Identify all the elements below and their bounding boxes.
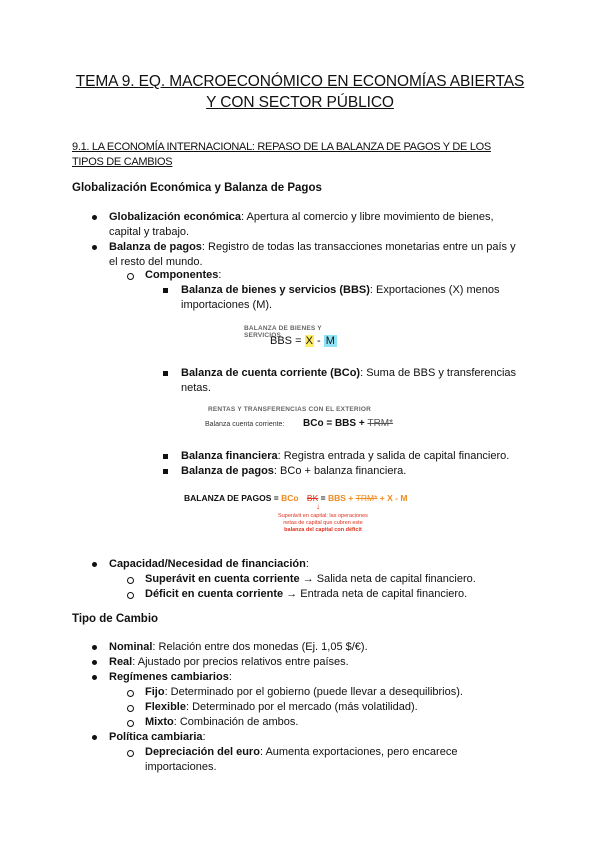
bullet-dot — [92, 660, 97, 665]
term: Fijo — [145, 686, 165, 698]
section-heading — [72, 140, 532, 170]
term: Balanza financiera — [181, 450, 278, 462]
text: : Ajustado por precios relativos entre países. — [132, 656, 349, 668]
section-line-1: 9.1. LA ECONOMÍA INTERNACIONAL: REPASO DE LA BALANZA DE PAGOS Y DE LOS — [72, 141, 491, 153]
text: : Apertura al comercio y libre movimiento de bienes, — [241, 211, 494, 223]
list-item-politica — [109, 730, 206, 745]
list-item-depreciacion — [145, 745, 505, 775]
list-item-superavit — [145, 572, 476, 587]
text: → Salida neta de capital financiero. — [299, 573, 476, 585]
list-item-mixto — [145, 715, 298, 730]
text: netas. — [181, 382, 211, 394]
formula-minus: - — [316, 335, 321, 347]
text: : Determinado por el gobierno (puede llevar a desequilibrios). — [164, 686, 463, 698]
text: el resto del mundo. — [109, 256, 203, 268]
tipo-cambio-heading: Tipo de Cambio — [72, 613, 159, 625]
formula-lhs: BALANZA DE PAGOS = — [184, 493, 279, 503]
term: Superávit en cuenta corriente — [145, 573, 300, 585]
formula-bbs: BBS — [327, 493, 346, 503]
document-title — [0, 71, 600, 113]
bullet-circle — [127, 720, 134, 727]
bp-formula — [184, 493, 407, 503]
formula-bco: BCo — [281, 493, 299, 503]
term: Balanza de bienes y servicios (BBS) — [181, 284, 370, 296]
figure-bbs-formula — [238, 322, 360, 354]
term: Flexible — [145, 701, 186, 713]
term: Capacidad/Necesidad de financiación — [109, 558, 306, 570]
arrow-down-icon: ↓ — [316, 502, 320, 511]
formula-text: BCo = BBS + — [303, 418, 365, 429]
title-line-1: TEMA 9. EQ. MACROECONÓMICO EN ECONOMÍAS ABIERTAS — [75, 73, 525, 90]
text: capital y trabajo. — [109, 226, 190, 238]
term: Balanza de pagos — [181, 465, 274, 477]
note-line: Superávit en capital: las operaciones — [278, 513, 368, 519]
bullet-circle — [127, 690, 134, 697]
term: Componentes — [145, 269, 219, 281]
list-item-balanza-pagos-def — [181, 464, 406, 479]
text: : BCo + balanza financiera. — [273, 465, 407, 477]
figure-bco-formula — [202, 404, 398, 434]
bullet-dot — [92, 675, 97, 680]
list-item-regimenes — [109, 670, 232, 685]
list-item-flexible — [145, 700, 418, 715]
term: Nominal — [109, 641, 153, 653]
text: : — [202, 731, 206, 743]
term: Política cambiaria — [109, 731, 203, 743]
text: importaciones (M). — [181, 299, 273, 311]
bullet-circle — [127, 577, 134, 584]
list-item-balanza-pagos — [109, 240, 539, 270]
term: Mixto — [145, 716, 174, 728]
section-line-2: TIPOS DE CAMBIOS — [72, 156, 173, 168]
note-line: netas de capital que cubren este — [283, 520, 363, 526]
formula-bk: BK — [306, 493, 319, 503]
formula-trm: TRM* — [355, 493, 378, 503]
globalizacion-heading: Globalización Económica y Balanza de Pagos — [72, 182, 322, 194]
text: : — [305, 558, 309, 570]
figure-label: Balanza cuenta corriente: — [205, 421, 285, 428]
term: Balanza de cuenta corriente (BCo) — [181, 367, 361, 379]
term: Real — [109, 656, 133, 668]
list-item-componentes — [145, 268, 221, 283]
bullet-dot — [92, 735, 97, 740]
bullet-square — [163, 469, 168, 474]
bullet-circle — [127, 705, 134, 712]
term: Déficit en cuenta corriente — [145, 588, 284, 600]
formula-m: M — [325, 335, 335, 347]
bullet-dot — [92, 245, 97, 250]
term: Depreciación del euro — [145, 746, 260, 758]
list-item-bbs — [181, 283, 521, 313]
text: : Relación entre dos monedas (Ej. 1,05 $/€). — [152, 641, 368, 653]
list-item-deficit — [145, 587, 467, 602]
formula-rest: + X - M — [379, 493, 408, 503]
text: : Suma de BBS y transferencias — [360, 367, 517, 379]
bullet-circle — [127, 750, 134, 757]
figure-bp-formula — [180, 488, 420, 540]
term: Globalización económica — [109, 211, 242, 223]
figure-caption: BALANZA DE BIENES Y SERVICIOS — [244, 325, 322, 339]
figure-caption: RENTAS Y TRANSFERENCIAS CON EL EXTERIOR — [208, 406, 371, 413]
text: : Determinado por el mercado (más volatilidad). — [185, 701, 418, 713]
list-item-fijo — [145, 685, 463, 700]
list-item-bco — [181, 366, 526, 396]
text: importaciones. — [145, 761, 217, 773]
note-line: balanza del capital con déficit — [284, 527, 362, 533]
term: Regímenes cambiarios — [109, 671, 229, 683]
text: : Registra entrada y salida de capital financiero. — [277, 450, 510, 462]
text: : — [218, 269, 222, 281]
formula-eq: = — [320, 493, 326, 503]
text: → Entrada neta de capital financiero. — [283, 588, 468, 600]
list-item-balanza-financiera — [181, 449, 509, 464]
figure-note — [268, 513, 378, 534]
list-item-capacidad — [109, 557, 309, 572]
bullet-square — [163, 454, 168, 459]
bullet-square — [163, 371, 168, 376]
bbs-formula — [270, 335, 337, 347]
bullet-circle — [127, 273, 134, 280]
text: : Exportaciones (X) menos — [369, 284, 500, 296]
bullet-dot — [92, 645, 97, 650]
formula-lhs: BBS = — [270, 335, 302, 347]
title-line-2: Y CON SECTOR PÚBLICO — [206, 94, 394, 111]
bullet-dot — [92, 215, 97, 220]
text: : Registro de todas las transacciones monetarias entre un país y — [201, 241, 516, 253]
list-item-nominal — [109, 640, 368, 655]
bullet-circle — [127, 592, 134, 599]
formula-plus: + — [348, 493, 354, 503]
term: Balanza de pagos — [109, 241, 202, 253]
text: : Combinación de ambos. — [173, 716, 299, 728]
list-item-real — [109, 655, 349, 670]
bco-formula — [303, 418, 393, 429]
formula-x: X — [305, 335, 313, 347]
formula-trm: TRM* — [367, 418, 394, 429]
list-item-globalizacion — [109, 210, 529, 240]
bullet-dot — [92, 562, 97, 567]
text: : — [228, 671, 232, 683]
bullet-square — [163, 288, 168, 293]
text: : Aumenta exportaciones, pero encarece — [259, 746, 458, 758]
